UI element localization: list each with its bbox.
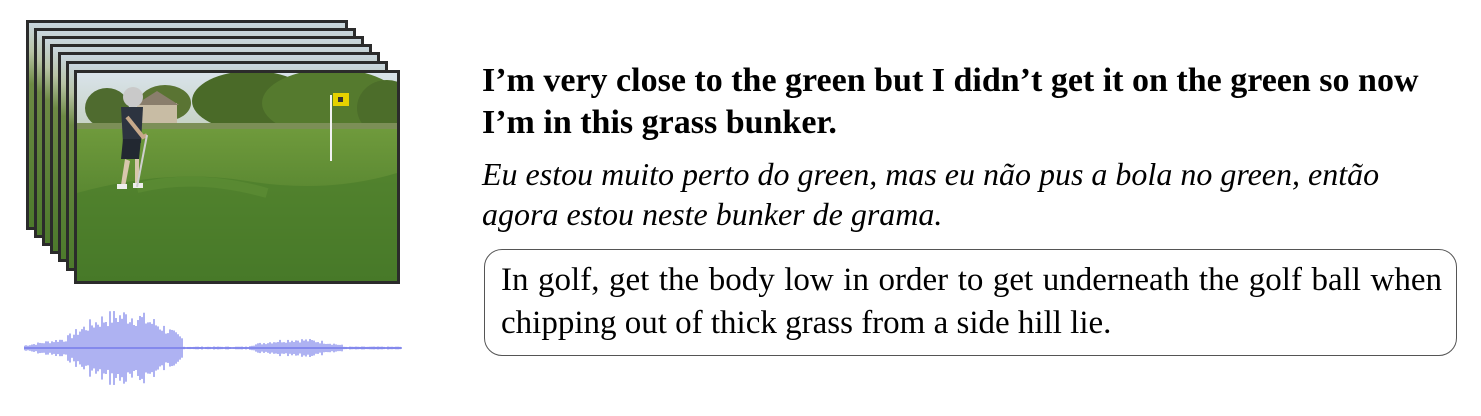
audio-waveform-icon [24, 306, 402, 394]
video-frame-stack [0, 0, 420, 300]
english-transcript: I’m very close to the green but I didn’t get it on the green so now I’m in this grass bunker. [482, 62, 1419, 141]
golf-scene-image [77, 73, 397, 281]
video-frame-front [74, 70, 400, 284]
summary-text: In golf, get the body low in order to get underneath the golf ball when chipping out of thick grass from a side hill lie. [501, 262, 1442, 341]
portuguese-translation: Eu estou muito perto do green, mas eu não pus a bola no green, então agora estou neste bunker de grama. [482, 156, 1380, 232]
summary-box [484, 249, 1457, 356]
